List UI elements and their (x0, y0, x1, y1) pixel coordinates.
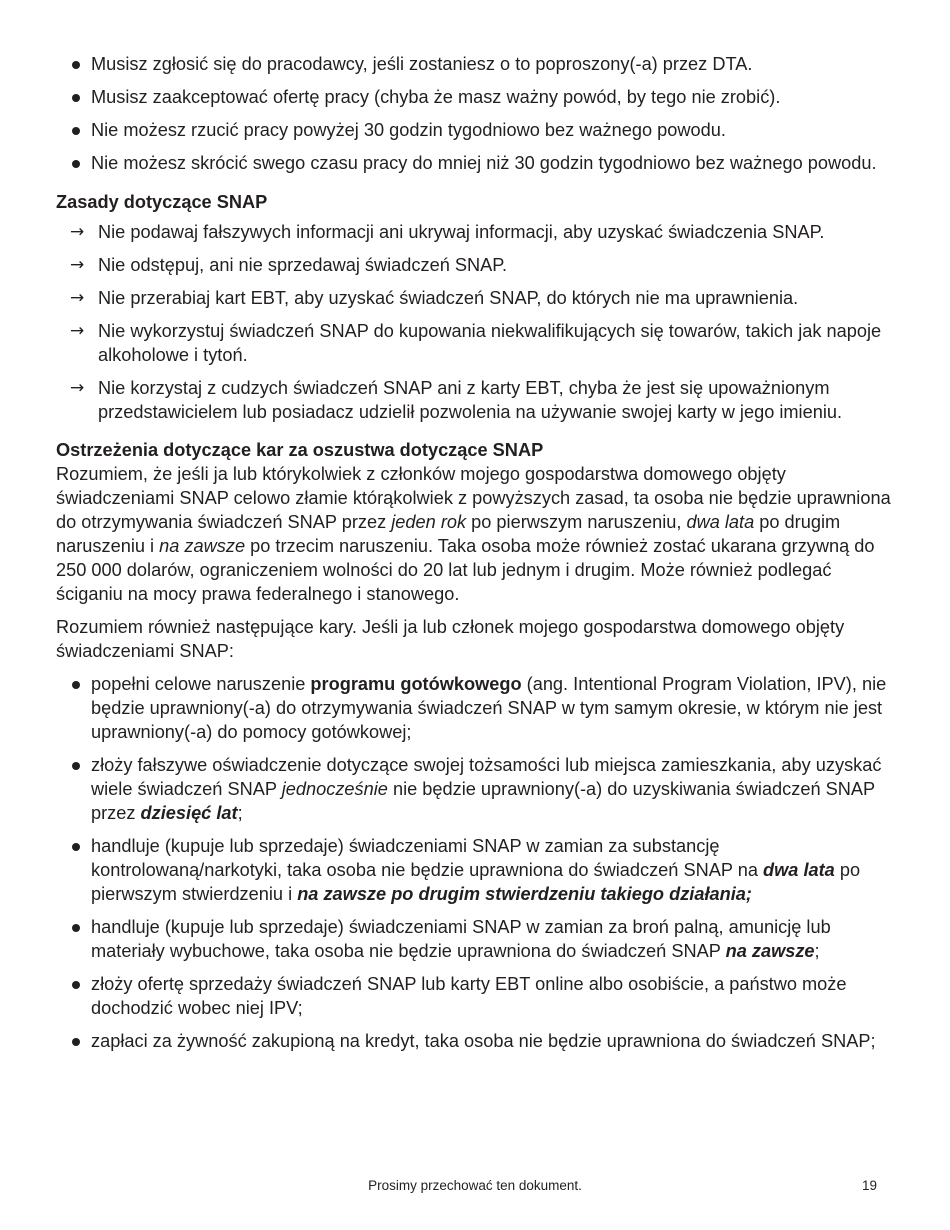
arrow-right-icon: → (70, 255, 85, 275)
list-item: handluje (kupuje lub sprzedaje) świadczeniami SNAP w zamian za substancję kontrolowaną/narkotyki, taka osoba nie będzie uprawniona do świadczeń SNAP na dwa lata po pierwszym stwierdzeniu i na zawsze po drugim stwierdzeniu takiego działania; (56, 834, 898, 906)
list-item: popełni celowe naruszenie programu gotówkowego (ang. Intentional Program Violation, IPV), nie będzie uprawniony(-a) do otrzymywania świadczeń SNAP w tym samym okresie, w którym nie jest uprawniony(-a) do pomocy gotówkowej; (56, 672, 898, 744)
list-item: Nie możesz rzucić pracy powyżej 30 godzin tygodniowo bez ważnego powodu. (56, 118, 898, 142)
list-item: Nie możesz skrócić swego czasu pracy do mniej niż 30 godzin tygodniowo bez ważnego powodu. (56, 151, 898, 175)
snap-rules-heading: Zasady dotyczące SNAP (56, 192, 268, 212)
snap-rules-list (56, 220, 898, 424)
list-item: Musisz zgłosić się do pracodawcy, jeśli zostaniesz o to poproszony(-a) przez DTA. (56, 52, 898, 76)
penalty-intro-paragraph: Rozumiem również następujące kary. Jeśli ja lub członek mojego gospodarstwa domowego objęty świadczeniami SNAP: (56, 617, 845, 661)
snap-rules-section (56, 190, 898, 424)
footer-note: Prosimy przechować ten dokument. (368, 1178, 582, 1193)
list-item: → Nie przerabiaj kart EBT, aby uzyskać świadczeń SNAP, do których nie ma uprawnienia. (70, 288, 799, 308)
list-item: → Nie odstępuj, ani nie sprzedawaj świadczeń SNAP. (70, 255, 508, 275)
list-item: zapłaci za żywność zakupioną na kredyt, taka osoba nie będzie uprawniona do świadczeń SNAP; (56, 1029, 898, 1053)
penalty-paragraph: Rozumiem, że jeśli ja lub którykolwiek z członków mojego gospodarstwa domowego objęty świadczeniami SNAP celowo złamie którąkolwiek z powyższych zasad, ta osoba nie będzie uprawniona do otrzymywania świadczeń SNAP przez jeden rok po pierwszym naruszeniu, dwa lata po drugim naruszeniu i na zawsze po trzecim naruszeniu. Taka osoba może również zostać ukarana grzywną do 250 000 dolarów, ograniczeniem wolności do 20 lat lub jednym i drugim. Może również podlegać ściganiu na mocy prawa federalnego i stanowego. (56, 464, 891, 604)
fraud-warnings-section (56, 438, 898, 1053)
page-number: 19 (862, 1178, 878, 1193)
list-item: złoży ofertę sprzedaży świadczeń SNAP lub karty EBT online albo osobiście, a państwo może dochodzić wobec niej IPV; (56, 972, 898, 1020)
list-item: Musisz zaakceptować ofertę pracy (chyba że masz ważny powód, by tego nie zrobić). (56, 85, 898, 109)
list-item: handluje (kupuje lub sprzedaje) świadczeniami SNAP w zamian za broń palną, amunicję lub materiały wybuchowe, taka osoba nie będzie uprawniona do świadczeń SNAP na zawsze; (56, 915, 898, 963)
work-requirements-list (56, 52, 898, 175)
list-item: → Nie korzystaj z cudzych świadczeń SNAP ani z karty EBT, chyba że jest się upoważnionym przedstawicielem lub posiadacz udzielił pozwolenia na używanie swojej karty w jego imieniu. (70, 378, 843, 422)
arrow-right-icon: → (70, 288, 85, 308)
list-item: złoży fałszywe oświadczenie dotyczące swojej tożsamości lub miejsca zamieszkania, aby uzyskać wiele świadczeń SNAP jednocześnie nie będzie uprawniony(-a) do uzyskiwania świadczeń SNAP przez dziesięć lat; (56, 753, 898, 825)
arrow-right-icon: → (70, 378, 85, 398)
arrow-right-icon: → (70, 222, 85, 242)
list-item: → Nie wykorzystuj świadczeń SNAP do kupowania niekwalifikujących się towarów, takich jak napoje alkoholowe i tytoń. (70, 321, 882, 365)
penalties-list (56, 672, 898, 1053)
list-item: → Nie podawaj fałszywych informacji ani ukrywaj informacji, aby uzyskać świadczenia SNAP. (70, 222, 825, 242)
fraud-warnings-heading: Ostrzeżenia dotyczące kar za oszustwa dotyczące SNAP (56, 440, 544, 460)
arrow-right-icon: → (70, 321, 85, 341)
document-page (56, 52, 898, 1062)
